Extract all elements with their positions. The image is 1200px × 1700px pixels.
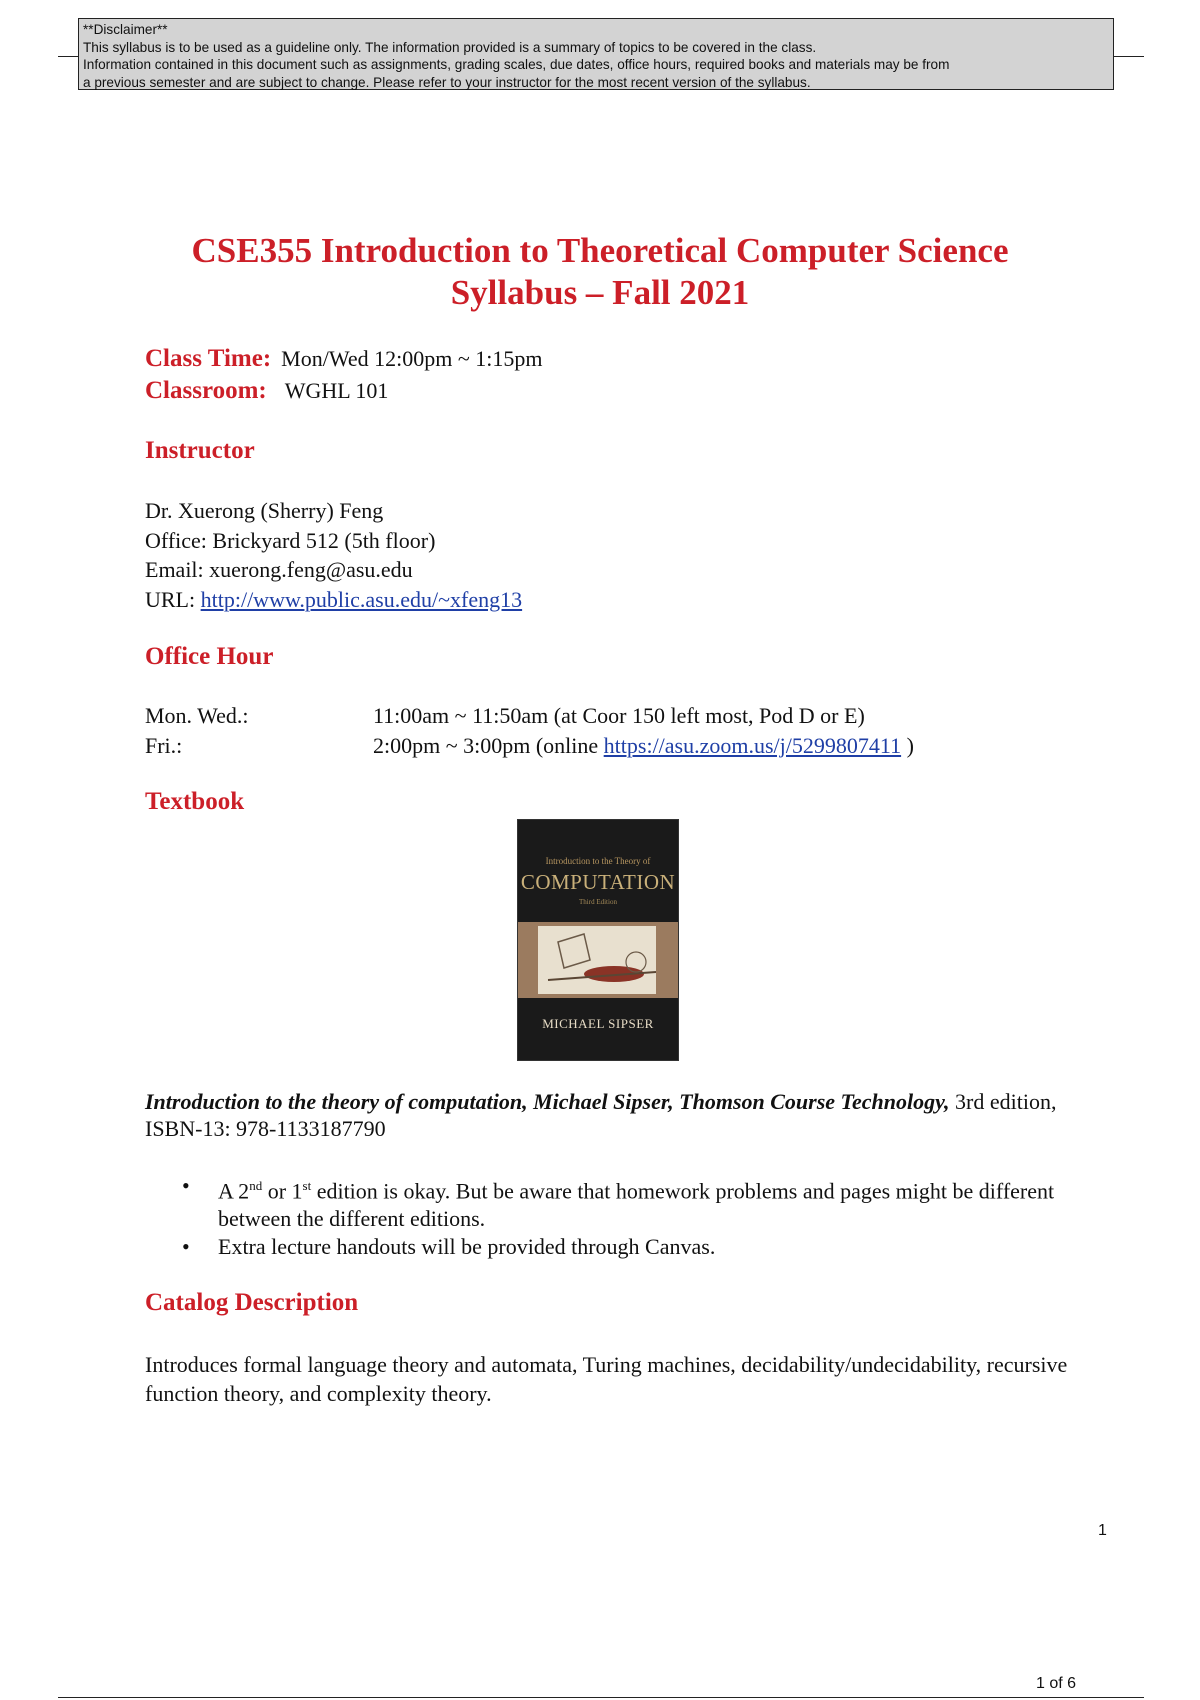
cover-main-title: COMPUTATION [520,870,676,894]
textbook-notes-list [180,1172,1080,1261]
cover-artwork [518,922,678,998]
cover-edition: Third Edition [579,898,617,906]
office-hour-suffix: ) [901,733,914,758]
class-time-row [145,345,542,373]
office-hour-time-row [373,733,914,759]
instructor-heading: Instructor [145,437,255,464]
instructor-name: Dr. Xuerong (Sherry) Feng [145,498,384,523]
office-hour-days: Mon. Wed.: [145,703,249,728]
disclaimer-line: **Disclaimer** [83,22,168,37]
list-item: • Extra lecture handouts will be provided through Canvas. [182,1234,716,1260]
instructor-url-link[interactable]: http://www.public.asu.edu/~xfeng13 [200,587,523,612]
cover-artwork-graphic [518,922,678,998]
bullet-icon: • [182,1234,190,1260]
office-hour-time: 2:00pm ~ 3:00pm (online [373,733,604,758]
class-time-label: Class Time: [145,345,272,372]
instructor-office: Office: Brickyard 512 (5th floor) [145,528,436,553]
disclaimer-line: Information contained in this document such as assignments, grading scales, due dates, office hours, required books and materials may be from [83,57,950,72]
textbook-cover-image [518,820,678,1060]
instructor-url-row [145,587,522,613]
list-item: • A 2nd or 1st edition is okay. But be aware that homework problems and pages might be different between the different editions. [182,1173,1055,1232]
classroom-label: Classroom: [145,377,267,404]
page-of-indicator: 1 of 6 [1036,1675,1077,1692]
catalog-description: Introduces formal language theory and automata, Turing machines, decidability/undecidability, recursive function theory, and complexity theory. [145,1352,1068,1406]
page-number: 1 [1098,1522,1107,1539]
bottom-rule [58,1697,1144,1698]
office-hour-time: 11:00am ~ 11:50am (at Coor 150 left most, Pod D or E) [373,703,865,728]
disclaimer-box [78,18,1114,90]
citation-details: 3rd edition, ISBN-13: 978-1133187790 [145,1089,1057,1141]
office-hour-days: Fri.: [145,733,183,758]
disclaimer-line: a previous semester and are subject to change. Please refer to your instructor for the most recent version of the syllabus. [83,74,811,90]
office-hour-heading: Office Hour [145,643,274,670]
zoom-link[interactable]: https://asu.zoom.us/j/5299807411 [603,733,902,758]
page-title [0,230,1200,314]
bullet-icon: • [182,1173,190,1198]
textbook-citation [145,1088,1085,1142]
class-time-value: Mon/Wed 12:00pm ~ 1:15pm [281,346,543,371]
citation-title: Introduction to the theory of computation, Michael Sipser, Thomson Course Technology, [145,1089,950,1114]
textbook-heading: Textbook [145,788,245,815]
classroom-row [145,377,388,405]
cover-author: MICHAEL SIPSER [542,1016,654,1031]
classroom-value: WGHL 101 [284,378,389,403]
instructor-email: Email: xuerong.feng@asu.edu [145,557,413,582]
disclaimer-line: This syllabus is to be used as a guideline only. The information provided is a summary of topics to be covered in the class. [83,39,817,55]
url-label: URL: [145,587,201,612]
cover-small-title: Introduction to the Theory of [545,856,651,866]
catalog-heading: Catalog Description [145,1289,359,1316]
title-line-1: CSE355 Introduction to Theoretical Computer Science [191,231,1009,270]
title-line-2: Syllabus – Fall 2021 [450,273,750,312]
